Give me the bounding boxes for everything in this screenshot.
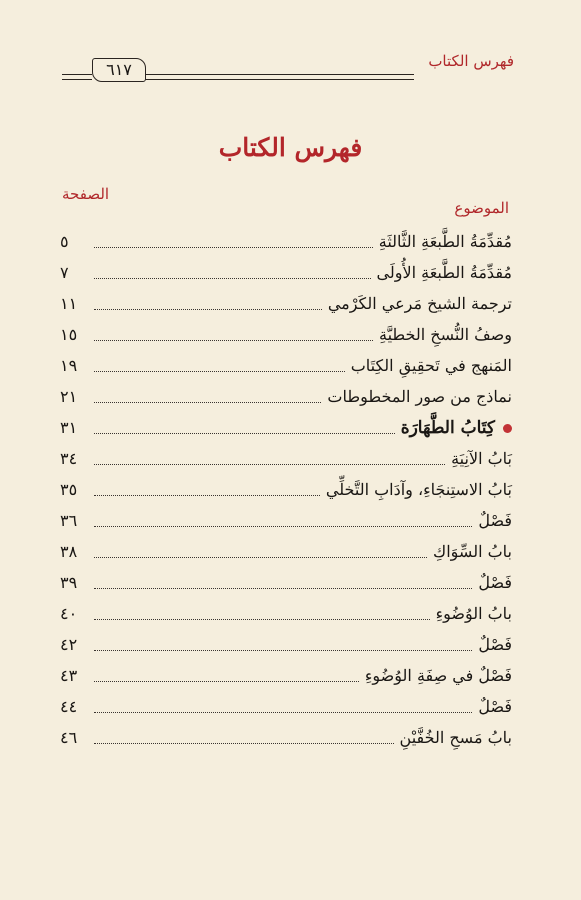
toc-entry[interactable] — [60, 222, 512, 253]
dot-leader — [94, 649, 472, 651]
table-of-contents — [60, 222, 512, 749]
entry-page-number: ٤٤ — [60, 697, 78, 716]
entry-page-number: ٤٣ — [60, 666, 78, 685]
toc-entry[interactable] — [60, 284, 512, 315]
entry-page-number: ٣٦ — [60, 511, 78, 530]
dot-leader — [94, 680, 359, 682]
page-number-box — [92, 58, 146, 82]
entry-title: وصفُ النُّسخِ الخطيَّةِ — [379, 325, 512, 344]
dot-leader — [94, 339, 373, 341]
header-rule — [142, 74, 414, 80]
entry-title: بابُ مَسحِ الخُفَّيْنِ — [399, 728, 512, 747]
entry-page-number: ٣١ — [60, 418, 78, 437]
toc-entry[interactable] — [60, 656, 512, 687]
toc-entry[interactable] — [60, 563, 512, 594]
toc-entry[interactable] — [60, 377, 512, 408]
dot-leader — [94, 463, 445, 465]
page-number: ٦١٧ — [106, 60, 132, 79]
toc-entry[interactable] — [60, 470, 512, 501]
dot-leader — [94, 401, 321, 403]
page-title: فهرس الكتاب — [218, 133, 363, 162]
entry-page-number: ١١ — [60, 294, 78, 313]
running-header — [62, 52, 514, 84]
entry-title: بابُ الوُضُوءِ — [435, 604, 512, 623]
entry-title: مُقدِّمَةُ الطَّبعَةِ الثَّالثَةِ — [378, 232, 512, 251]
column-header-topic: الموضوع — [454, 199, 509, 217]
entry-title: فَصْلٌ في صِفَةِ الوُضُوءِ — [364, 666, 512, 685]
dot-leader — [94, 370, 345, 372]
entry-page-number: ٤٦ — [60, 728, 78, 747]
column-header-page: الصفحة — [62, 185, 110, 203]
entry-page-number: ٧ — [60, 263, 69, 282]
chapter-title-text: كِتَابُ الطَّهَارَة — [400, 418, 495, 438]
entry-page-number: ٤٢ — [60, 635, 78, 654]
header-rule-left — [62, 74, 92, 80]
bullet-dot-icon — [503, 424, 512, 433]
chapter-title — [397, 417, 512, 439]
toc-entry-chapter[interactable] — [60, 408, 512, 439]
toc-entry[interactable] — [60, 253, 512, 284]
dot-leader — [94, 587, 472, 589]
toc-entry[interactable] — [60, 687, 512, 718]
dot-leader — [94, 432, 395, 434]
entry-page-number: ٤٠ — [60, 604, 78, 623]
dot-leader — [94, 494, 320, 496]
toc-entry[interactable] — [60, 315, 512, 346]
toc-entry[interactable] — [60, 501, 512, 532]
entry-title: نماذج من صور المخطوطات — [327, 387, 512, 406]
toc-entry[interactable] — [60, 625, 512, 656]
entry-page-number: ٣٥ — [60, 480, 78, 499]
entry-page-number: ٣٨ — [60, 542, 78, 561]
entry-title: ترجمة الشيخ مَرعي الكَرْمي — [327, 294, 512, 313]
entry-title: بَابُ الآنِيَةِ — [451, 449, 512, 468]
entry-title: المَنهج في تَحقِيقِ الكِتَاب — [350, 356, 512, 375]
entry-page-number: ٢١ — [60, 387, 78, 406]
entry-title: فَصْلٌ — [478, 573, 512, 592]
toc-entry[interactable] — [60, 718, 512, 749]
entry-page-number: ٣٤ — [60, 449, 78, 468]
toc-entry[interactable] — [60, 346, 512, 377]
entry-title: بَابُ الاستِنجَاءِ، وآدَابِ التَّخلِّي — [325, 480, 512, 499]
entry-page-number: ١٥ — [60, 325, 78, 344]
toc-entry[interactable] — [60, 439, 512, 470]
dot-leader — [94, 556, 427, 558]
dot-leader — [94, 525, 472, 527]
entry-page-number: ١٩ — [60, 356, 78, 375]
toc-entry[interactable] — [60, 532, 512, 563]
dot-leader — [94, 742, 394, 744]
toc-entry[interactable] — [60, 594, 512, 625]
dot-leader — [94, 711, 472, 713]
entry-title: بابُ السِّوَاكِ — [433, 542, 512, 561]
entry-title: فَصْلٌ — [478, 635, 512, 654]
entry-title: فَصْلٌ — [478, 511, 512, 530]
entry-page-number: ٣٩ — [60, 573, 78, 592]
dot-leader — [94, 618, 430, 620]
running-header-title: فهرس الكتاب — [428, 52, 514, 70]
dot-leader — [94, 308, 322, 310]
dot-leader — [94, 277, 371, 279]
entry-title: فَصْلٌ — [478, 697, 512, 716]
entry-page-number: ٥ — [60, 232, 69, 251]
entry-title: مُقدِّمَةُ الطَّبعَةِ الأُولَى — [376, 263, 512, 282]
dot-leader — [94, 246, 373, 248]
